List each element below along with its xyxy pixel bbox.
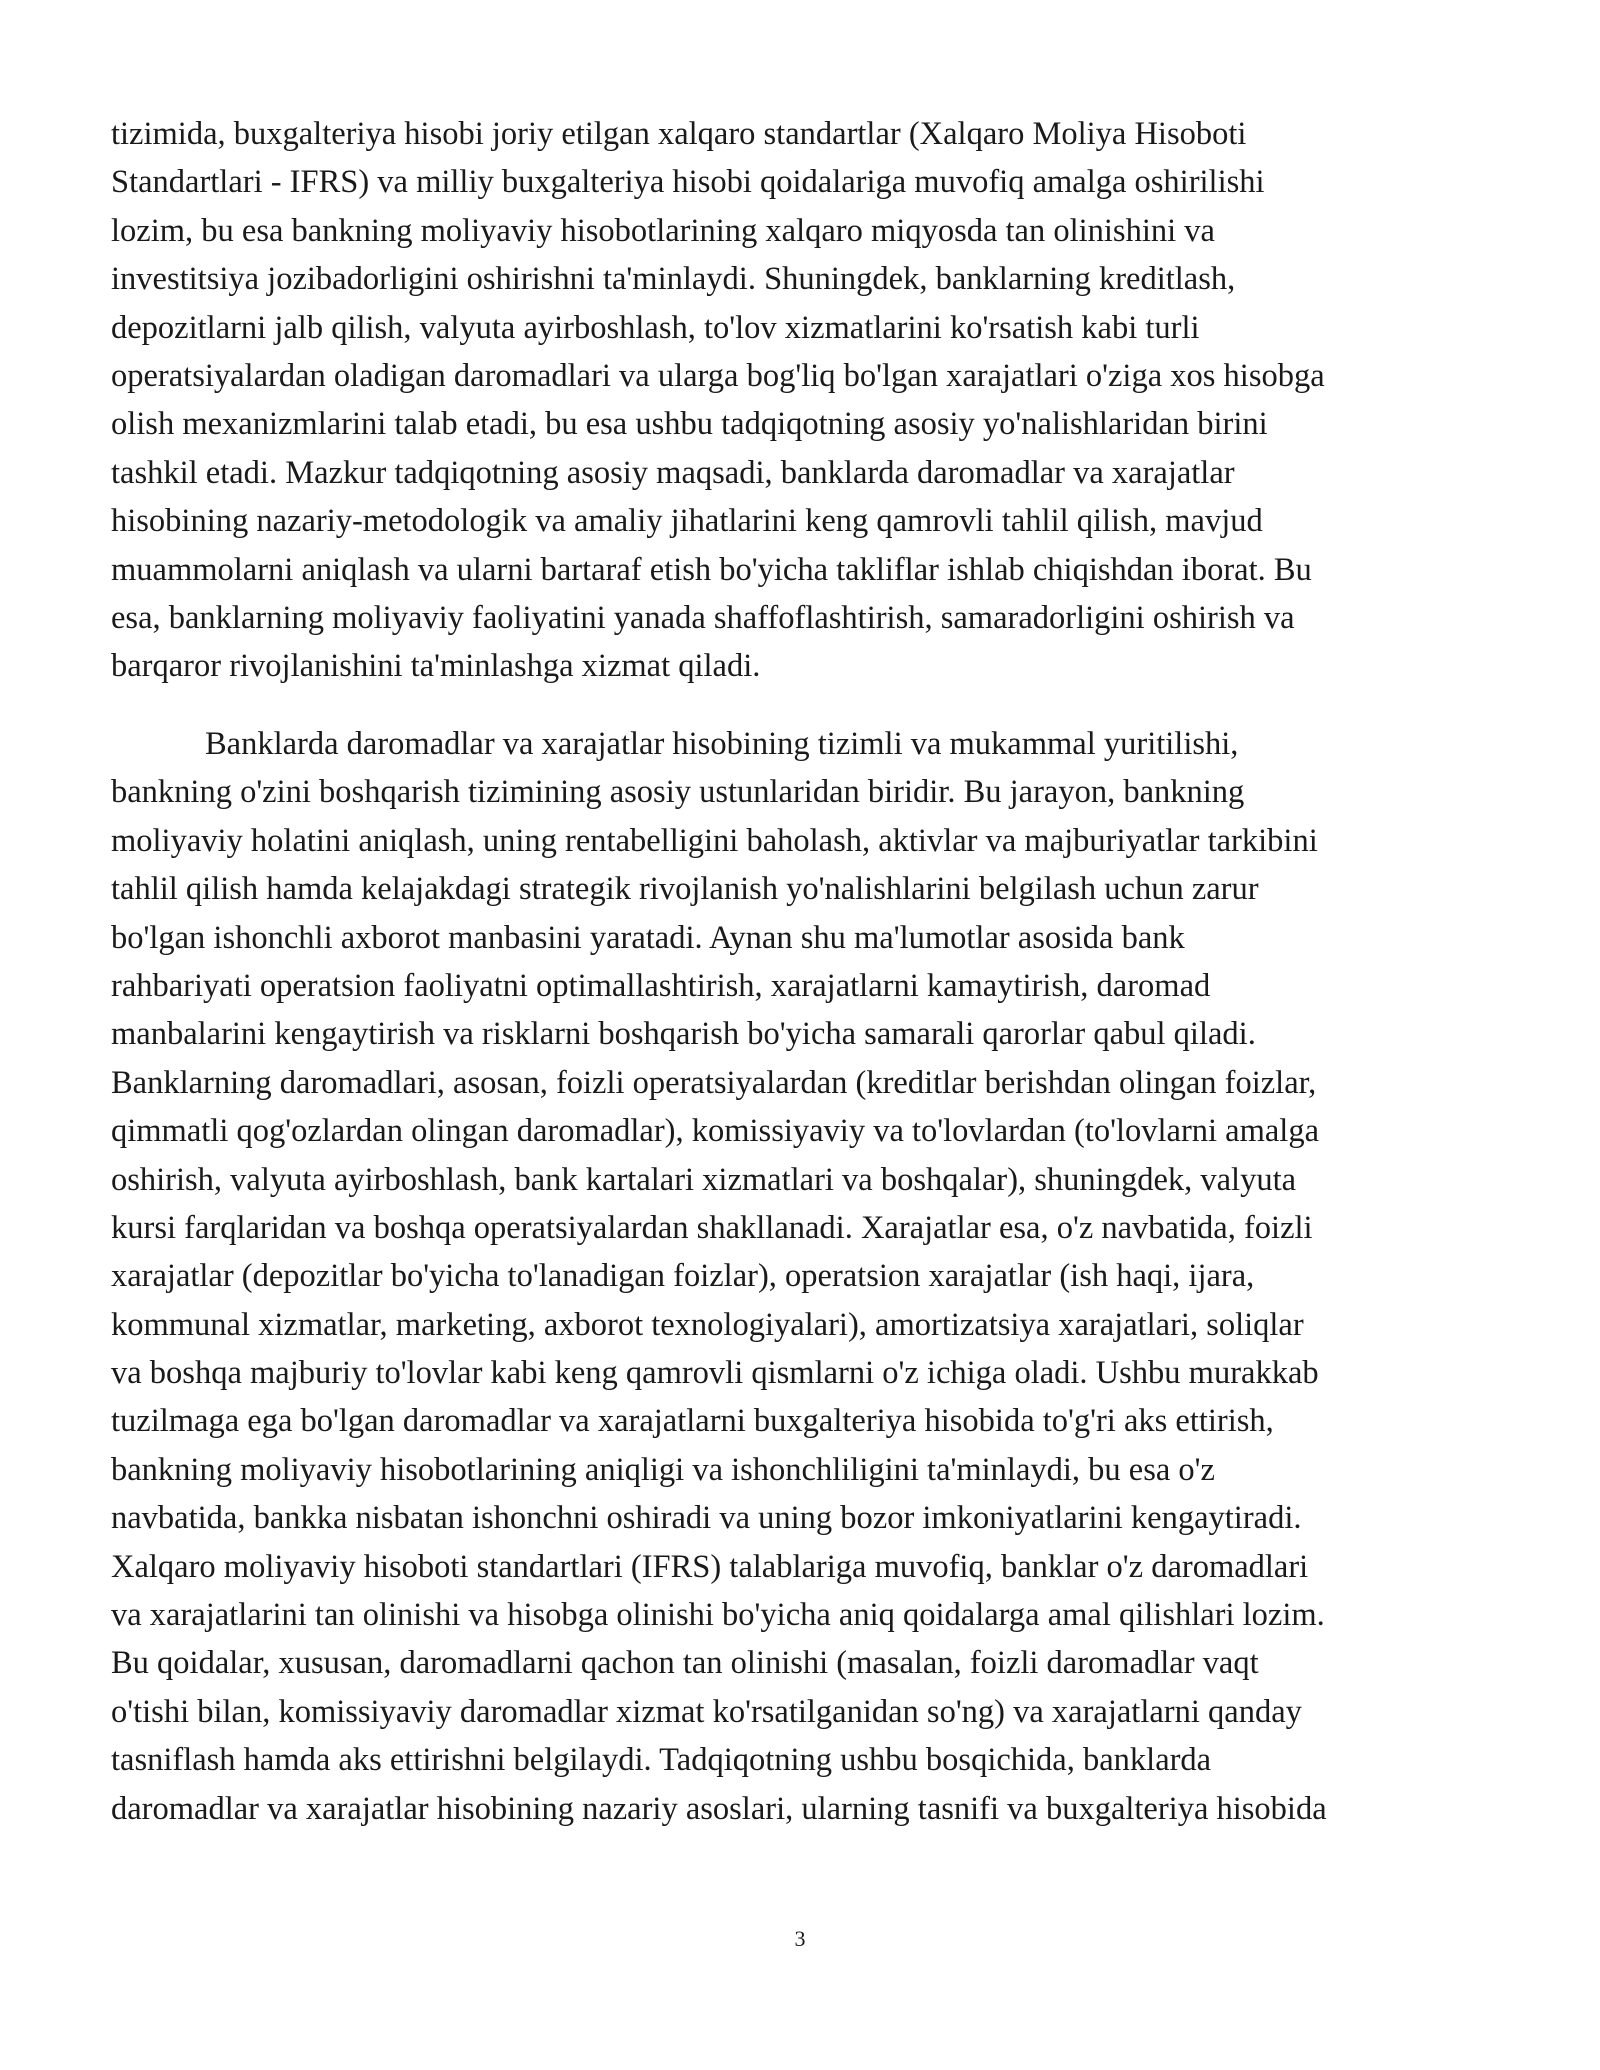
text-line: depozitlarni jalb qilish, valyuta ayirboshlash, to'lov xizmatlarini ko'rsatish kabi turli xyxy=(111,309,1200,346)
text-line: rahbariyati operatsion faoliyatni optimallashtirish, xarajatlarni kamaytirish, daromad xyxy=(111,967,1211,1004)
text-line: olish mexanizmlarini talab etadi, bu esa ushbu tadqiqotning asosiy yo'nalishlaridan birini xyxy=(111,406,1268,443)
text-line: operatsiyalardan oladigan daromadlari va ularga bog'liq bo'lgan xarajatlari o'ziga xos hisobga xyxy=(111,357,1325,394)
paragraph xyxy=(111,720,1493,1833)
text-line: bo'lgan ishonchli axborot manbasini yaratadi. Aynan shu ma'lumotlar asosida bank xyxy=(111,919,1185,956)
text-line: Xalqaro moliyaviy hisoboti standartlari (IFRS) talablariga muvofiq, banklar o'z daromadlari xyxy=(111,1548,1309,1585)
text-line: bankning o'zini boshqarish tizimining asosiy ustunlaridan biridir. Bu jarayon, bankning xyxy=(111,774,1245,811)
page-number: 3 xyxy=(794,1926,806,1951)
text-line: Bu qoidalar, xususan, daromadlarni qachon tan olinishi (masalan, foizli daromadlar vaqt xyxy=(111,1645,1259,1682)
paragraph xyxy=(111,110,1493,691)
text-line: lozim, bu esa bankning moliyaviy hisobotlarining xalqaro miqyosda tan olinishini va xyxy=(111,212,1215,249)
text-line: Banklarning daromadlari, asosan, foizli operatsiyalardan (kreditlar berishdan olingan foizlar, xyxy=(111,1064,1317,1101)
text-line: tasniflash hamda aks ettirishni belgilaydi. Tadqiqotning ushbu bosqichida, banklarda xyxy=(111,1742,1212,1779)
text-line: manbalarini kengaytirish va risklarni boshqarish bo'yicha samarali qarorlar qabul qiladi. xyxy=(111,1016,1256,1053)
text-line: kommunal xizmatlar, marketing, axborot texnologiyalari), amortizatsiya xarajatlari, soliqlar xyxy=(111,1306,1304,1343)
text-line: Standartlari - IFRS) va milliy buxgalteriya hisobi qoidalariga muvofiq amalga oshirilishi xyxy=(111,164,1265,201)
text-line: Banklarda daromadlar va xarajatlar hisobining tizimli va mukammal yuritilishi, xyxy=(205,726,1239,762)
text-line: daromadlar va xarajatlar hisobining nazariy asoslari, ularning tasnifi va buxgalteriya hisobida xyxy=(111,1790,1327,1827)
text-line: tuzilmaga ega bo'lgan daromadlar va xarajatlarni buxgalteriya hisobida to'g'ri aks ettirish, xyxy=(111,1403,1274,1440)
text-line: tahlil qilish hamda kelajakdagi strategik rivojlanish yo'nalishlarini belgilash uchun zarur xyxy=(111,871,1259,908)
text-line: o'tishi bilan, komissiyaviy daromadlar xizmat ko'rsatilganidan so'ng) va xarajatlarni qanday xyxy=(111,1693,1302,1730)
text-line: qimmatli qog'ozlardan olingan daromadlar), komissiyaviy va to'lovlardan (to'lovlarni amalga xyxy=(111,1113,1320,1150)
text-line: bankning moliyaviy hisobotlarining aniqligi va ishonchliligini ta'minlaydi, bu esa o'z xyxy=(111,1451,1215,1488)
text-line: esa, banklarning moliyaviy faoliyatini yanada shaffoflashtirish, samaradorligini oshirish va xyxy=(111,599,1295,636)
text-line: va boshqa majburiy to'lovlar kabi keng qamrovli qismlarni o'z ichiga oladi. Ushbu murakkab xyxy=(111,1355,1319,1392)
text-line: va xarajatlarini tan olinishi va hisobga olinishi bo'yicha aniq qoidalarga amal qilishlari lozim. xyxy=(111,1597,1325,1634)
text-line: xarajatlar (depozitlar bo'yicha to'lanadigan foizlar), operatsion xarajatlar (ish haqi, ijara, xyxy=(111,1258,1255,1295)
text-line: investitsiya jozibadorligini oshirishni ta'minlaydi. Shuningdek, banklarning kreditlash, xyxy=(111,261,1236,298)
text-line: tashkil etadi. Mazkur tadqiqotning asosiy maqsadi, banklarda daromadlar va xarajatlar xyxy=(111,454,1235,491)
text-line: barqaror rivojlanishini ta'minlashga xizmat qiladi. xyxy=(111,648,761,685)
text-line: moliyaviy holatini aniqlash, uning rentabelligini baholash, aktivlar va majburiyatlar tarkibini xyxy=(111,822,1318,859)
text-line: muammolarni aniqlash va ularni bartaraf etish bo'yicha takliflar ishlab chiqishdan iborat. Bu xyxy=(111,551,1312,588)
text-line: kursi farqlaridan va boshqa operatsiyalardan shakllanadi. Xarajatlar esa, o'z navbatida, foizli xyxy=(111,1209,1313,1246)
text-line: hisobining nazariy-metodologik va amaliy jihatlarini keng qamrovli tahlil qilish, mavjud xyxy=(111,503,1263,540)
text-line: navbatida, bankka nisbatan ishonchni oshiradi va uning bozor imkoniyatlarini kengaytiradi. xyxy=(111,1500,1302,1537)
text-line: tizimida, buxgalteriya hisobi joriy etilgan xalqaro standartlar (Xalqaro Moliya Hisoboti xyxy=(111,116,1247,152)
text-line: oshirish, valyuta ayirboshlash, bank kartalari xizmatlari va boshqalar), shuningdek, valyuta xyxy=(111,1161,1297,1198)
